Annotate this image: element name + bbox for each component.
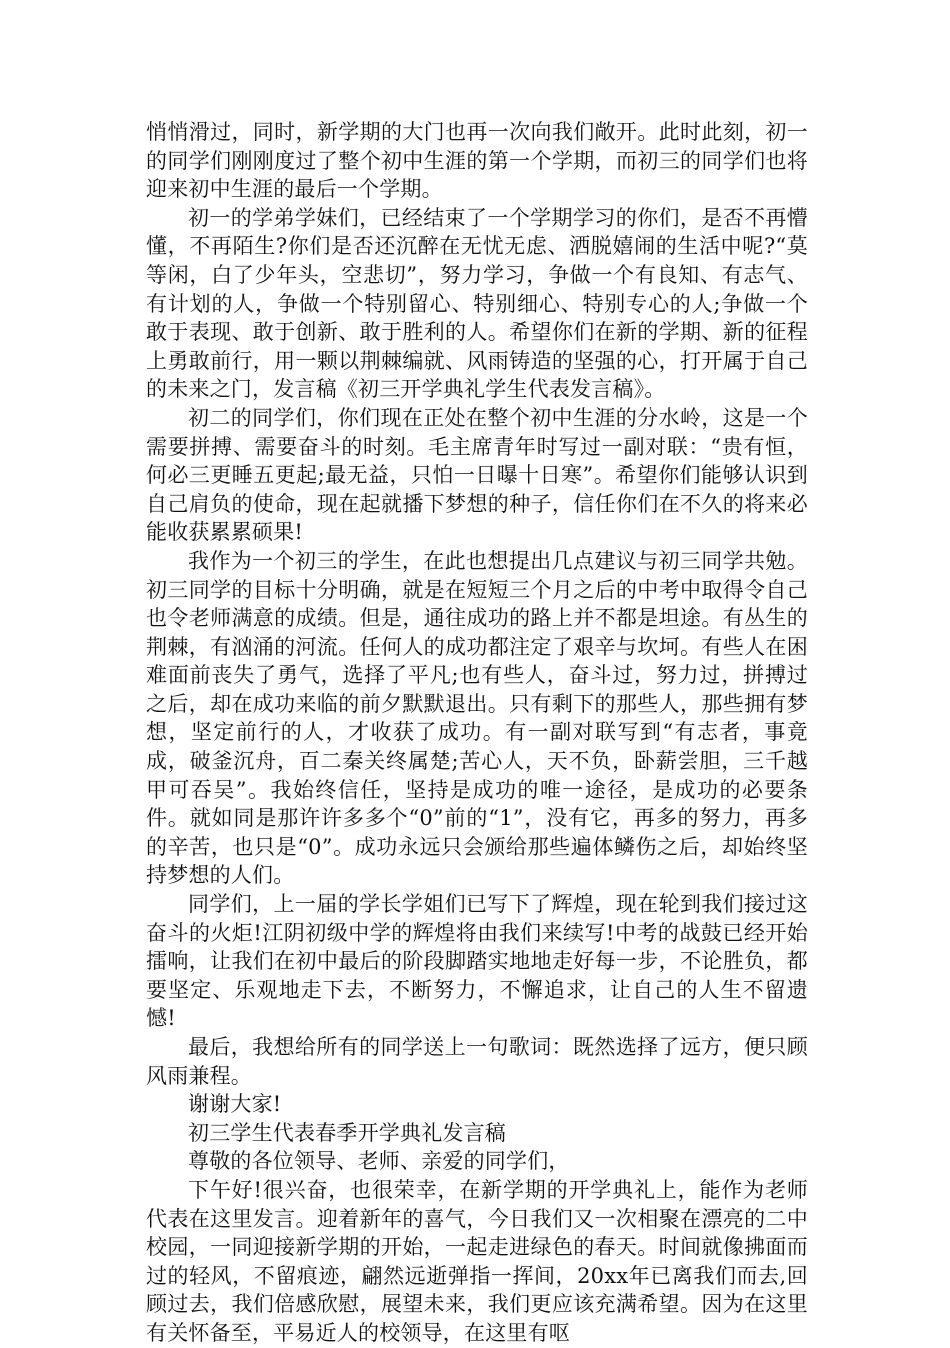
salutation: 尊敬的各位领导、老师、亲爱的同学们， [188, 1149, 570, 1174]
document-body [146, 118, 808, 1348]
paragraph-closing-lyric: 最后，我想给所有的同学送上一句歌词：既然选择了远方，便只顾风雨兼程。 [146, 1035, 808, 1088]
paragraph-grade-one: 初一的学弟学妹们，已经结束了一个学期学习的你们，是否不再懵懂，不再陌生?你们是否还沉醉在无忧无虑、洒脱嬉闹的生活中呢?“莫等闲，白了少年头，空悲切”，努力学习，争做一个有良知、有志气、有计划的人，争做一个特别留心、特别细心、特别专心的人;争做一个敢于表现、敢于创新、敢于胜利的人。希望你们在新的学期、新的征程上勇敢前行，用一颗以荆棘编就、风雨铸造的坚强的心，打开属于自己的未来之门，发言稿《初三开学典礼学生代表发言稿》。 [146, 205, 808, 402]
paragraph-teacher-speech: 下午好!很兴奋，也很荣幸，在新学期的开学典礼上，能作为老师代表在这里发言。迎着新年的喜气，今日我们又一次相聚在漂亮的二中校园，一同迎接新学期的开始，一起走进绿色的春天。时间就像拂面而过的轻风，不留痕迹，翩然远逝弹指一挥间，20xx年已离我们而去,回顾过去，我们倍感欣慰，展望未来，我们更应该充满希望。因为在这里有关怀备至，平易近人的校领导，在这里有呕 [146, 1177, 808, 1345]
paragraph-opening-continuation: 悄悄滑过，同时，新学期的大门也再一次向我们敞开。此时此刻，初一的同学们刚刚度过了整个初中生涯的第一个学期，而初三的同学们也将迎来初中生涯的最后一个学期。 [146, 120, 808, 202]
paragraph-grade-three: 我作为一个初三的学生，在此也想提出几点建议与初三同学共勉。初三同学的目标十分明确，就是在短短三个月之后的中考中取得令自己也令老师满意的成绩。但是，通往成功的路上并不都是坦途。有丛生的荆棘，有汹涌的河流。任何人的成功都注定了艰辛与坎坷。有些人在困难面前丧失了勇气，选择了平凡;也有些人，奋斗过，努力过，拼搏过之后，却在成功来临的前夕默默退出。只有剩下的那些人，那些拥有梦想，坚定前行的人，才收获了成功。有一副对联写到“有志者，事竟成，破釜沉舟，百二秦关终属楚;苦心人，天不负，卧薪尝胆，三千越甲可吞吴”。我始终信任，坚持是成功的唯一途径，是成功的必要条件。就如同是那许许多多个“0”前的“1”，没有它，再多的努力，再多的辛苦，也只是“0”。成功永远只会颁给那些遍体鳞伤之后，却始终坚持梦想的人们。 [146, 548, 808, 888]
paragraph-call-to-action: 同学们，上一届的学长学姐们已写下了辉煌，现在轮到我们接过这奋斗的火炬!江阴初级中学的辉煌将由我们来续写!中考的战鼓已经开始擂响，让我们在初中最后的阶段脚踏实地地走好每一步，不论胜负，都要坚定、乐观地走下去，不断努力，不懈追求，让自己的人生不留遗憾! [146, 892, 808, 1031]
section-title: 初三学生代表春季开学典礼发言稿 [188, 1120, 506, 1145]
paragraph-thanks: 谢谢大家! [188, 1092, 282, 1117]
paragraph-grade-two: 初二的同学们，你们现在正处在整个初中生涯的分水岭，这是一个需要拼搏、需要奋斗的时刻。毛主席青年时写过一副对联：“贵有恒，何必三更睡五更起;最无益，只怕一日曝十日寒”。希望你们能够认识到自己肩负的使命，现在起就播下梦想的种子，信任你们在不久的将来必能收获累累硕果! [146, 405, 808, 545]
